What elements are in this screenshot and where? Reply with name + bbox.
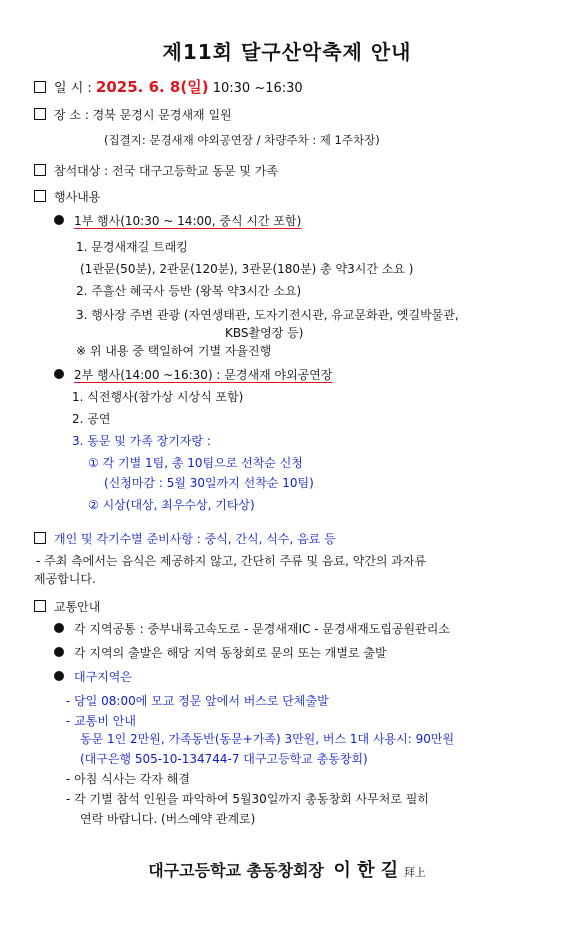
signature-suffix: 拜上 (403, 866, 426, 879)
daegu-line: - 아침 식사는 각자 해결 (66, 772, 190, 786)
signature-main: 대구고등학교 총동창회장 (148, 861, 324, 880)
signature (0, 856, 574, 882)
part1-item: 1. 문경새재길 트래킹 (76, 240, 188, 254)
daegu-line: - 당일 08:00에 모교 정문 앞에서 버스로 단체출발 (66, 694, 329, 708)
place-detail: (집결지: 문경새재 야외공연장 / 차량주차 : 제 1주차장) (104, 133, 380, 147)
program-heading-row (34, 188, 100, 205)
transport-bullet-row (54, 620, 450, 637)
date-row (34, 76, 303, 97)
contest-item: (신청마감 : 5월 30일까지 선착순 10팀) (104, 476, 314, 490)
contest-item: ② 시상(대상, 최우수상, 기타상) (88, 498, 255, 512)
daegu-line: (대구은행 505-10-134744-7 대구고등학교 총동창회) (80, 752, 368, 766)
part1-item: 2. 주흘산 혜국사 등반 (왕복 약3시간 소요) (76, 284, 302, 298)
participants-row (34, 162, 278, 179)
place-label: 장 소 : 경북 문경시 문경새재 일원 (54, 108, 232, 122)
participants-text: 참석대상 : 전국 대구고등학교 동문 및 가족 (54, 164, 278, 178)
page-title: 제11회 달구산악축제 안내 (162, 40, 412, 64)
transport-bullet-row (54, 644, 387, 661)
bullet-icon (54, 215, 64, 225)
contest-heading: 3. 동문 및 가족 장기자랑 : (72, 434, 211, 448)
preparation-note: - 주최 측에서는 음식은 제공하지 않고, 간단히 주류 및 음료, 약간의 과자류 (36, 554, 427, 568)
part1-note: ※ 위 내용 중 택일하여 기별 자율진행 (76, 344, 272, 358)
preparation-note: 제공합니다. (34, 572, 96, 586)
part1-heading: 1부 행사(10:30 ~ 14:00, 중식 시간 포함) (74, 214, 302, 228)
transport-bullet: 각 지역공통 : 중부내륙고속도로 - 문경새재IC - 문경새재도립공원관리소 (74, 622, 450, 636)
transport-bullet: 각 지역의 출발은 해당 지역 동창회로 문의 또는 개별로 출발 (74, 646, 387, 660)
daegu-heading-row (54, 668, 132, 685)
date-time: 10:30 ~16:30 (212, 81, 303, 96)
checkbox-icon (34, 190, 46, 202)
checkbox-icon (34, 81, 46, 93)
program-heading: 행사내용 (54, 190, 101, 204)
daegu-line: 동문 1인 2만원, 가족동반(동문+가족) 3만원, 버스 1대 사용시: 90만원 (80, 732, 455, 746)
daegu-line: - 각 기별 참석 인원을 파악하여 5월30일까지 총동창회 사무처로 필히 (66, 792, 429, 806)
contest-item: ① 각 기별 1팀, 총 10팀으로 선착순 신청 (88, 456, 303, 470)
checkbox-icon (34, 600, 46, 612)
date-label: 일 시 : (54, 81, 92, 96)
part1-heading-row (54, 212, 301, 229)
checkbox-icon (34, 532, 46, 544)
place-row (34, 106, 232, 123)
part1-item: 3. 행사장 주변 관광 (자연생태관, 도자기전시관, 유교문화관, 옛길박물관, (76, 308, 459, 322)
transport-heading-row (34, 598, 100, 615)
part1-item: KBS촬영장 등) (225, 326, 304, 340)
part2-item: 2. 공연 (72, 412, 111, 426)
checkbox-icon (34, 164, 46, 176)
bullet-icon (54, 647, 64, 657)
part2-item: 1. 식전행사(참가상 시상식 포함) (72, 390, 244, 404)
daegu-heading: 대구지역은 (74, 670, 132, 684)
bullet-icon (54, 623, 64, 633)
transport-heading: 교통안내 (54, 600, 101, 614)
part2-heading-row (54, 366, 332, 383)
checkbox-icon (34, 108, 46, 120)
preparation-row (34, 530, 336, 547)
daegu-line: - 교통비 안내 (66, 714, 136, 728)
bullet-icon (54, 671, 64, 681)
preparation-heading: 개인 및 각기수별 준비사항 : 중식, 간식, 식수, 음료 등 (54, 532, 336, 546)
signature-name: 이 한 길 (333, 860, 399, 881)
daegu-line: 연락 바랍니다. (버스예약 관계로) (80, 812, 256, 826)
part2-heading: 2부 행사(14:00 ~16:30) : 문경새재 야외공연장 (74, 368, 333, 382)
part1-item: (1관문(50분), 2관문(120분), 3관문(180분) 총 약3시간 소요 ) (80, 262, 414, 276)
date-value: 2025. 6. 8(일) (95, 78, 209, 96)
bullet-icon (54, 369, 64, 379)
